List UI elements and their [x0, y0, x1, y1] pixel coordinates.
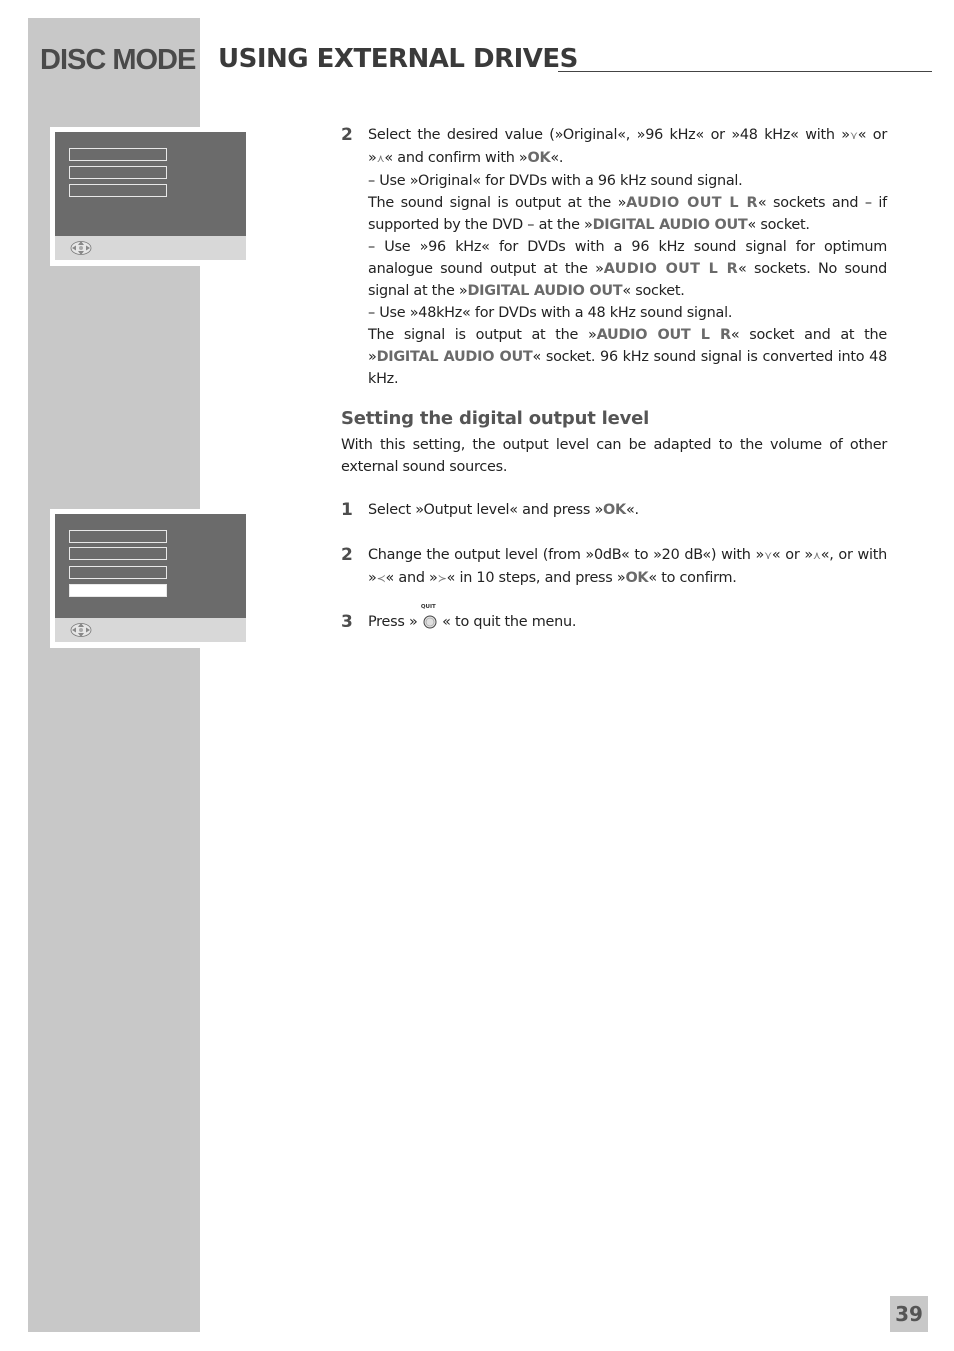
osd-menu-row-selected [69, 584, 167, 597]
text: « socket and at the » [368, 327, 887, 365]
option-original: – Use »Original« for DVDs with a 96 kHz sound signal. [368, 173, 743, 189]
text: The sound signal is output at the » [368, 195, 627, 211]
chapter-title: USING EXTERNAL DRIVES [218, 44, 578, 74]
left-arrow-icon: ≺ [376, 572, 386, 585]
socket-label: AUDIO OUT L R [626, 195, 758, 211]
osd-menu-illustration-1 [50, 127, 248, 266]
osd-status-bar [55, 618, 246, 642]
quit-button-icon [420, 604, 438, 629]
title-rule [558, 71, 932, 72]
text: « sockets and – if supported by the DVD – at the » [368, 195, 887, 233]
osd-screen [55, 132, 246, 236]
step-body [368, 604, 887, 633]
ok-key-label: OK [527, 150, 551, 166]
osd-menu-row [69, 566, 167, 579]
text: « or » [368, 127, 887, 166]
socket-label: DIGITAL AUDIO OUT [467, 283, 623, 299]
osd-menu-row [69, 547, 167, 560]
text: « or » [771, 547, 813, 563]
down-arrow-icon: ⋎ [849, 129, 858, 142]
text: «, or with » [368, 547, 887, 586]
option-48khz: – Use »48kHz« for DVDs with a 48 kHz sound signal. [368, 305, 733, 321]
text: «. [625, 502, 639, 518]
step-body [368, 124, 887, 390]
step-number: 2 [341, 125, 353, 145]
step-quit-menu [341, 604, 887, 633]
step-instruction [368, 124, 887, 170]
option-96khz [368, 236, 887, 302]
step-body [368, 544, 887, 590]
osd-menu-row [69, 148, 167, 161]
text: « socket. 96 kHz sound signal is converted into 48 kHz. [368, 349, 887, 387]
section-heading: Setting the digital output level [341, 408, 650, 429]
quit-key-label: QUIT [420, 604, 436, 610]
osd-menu-row [69, 530, 167, 543]
socket-label: AUDIO OUT L R [603, 261, 738, 277]
text: « socket. [747, 217, 810, 233]
step-number: 3 [341, 612, 353, 632]
text: Change the output level (from »0dB« to »20 dB«) with » [368, 547, 765, 563]
step-body [368, 499, 887, 521]
osd-status-bar [55, 236, 246, 260]
step-change-output-level [341, 544, 887, 590]
step-number: 1 [341, 500, 353, 520]
down-arrow-icon: ⋎ [764, 549, 772, 562]
quit-circle-icon [422, 613, 438, 629]
page-number: 39 [890, 1296, 928, 1332]
text: « and confirm with » [384, 150, 528, 166]
text: Press » [368, 614, 418, 630]
socket-label: AUDIO OUT L R [596, 327, 731, 343]
step-select-value [341, 124, 887, 390]
text: The signal is output at the » [368, 327, 597, 343]
ok-key-label: OK [603, 502, 626, 518]
right-arrow-icon: ≻ [437, 572, 447, 585]
option-48khz-detail [368, 324, 887, 390]
up-arrow-icon: ⋏ [376, 152, 385, 165]
socket-label: DIGITAL AUDIO OUT [376, 349, 533, 365]
text: Select the desired value (»Original«, »96 kHz« or »48 kHz« with » [368, 127, 850, 143]
section-title: DISC MODE [40, 44, 196, 76]
text: « and » [385, 570, 438, 586]
socket-label: DIGITAL AUDIO OUT [592, 217, 748, 233]
step-select-output-level [341, 499, 887, 521]
text: Select »Output level« and press » [368, 502, 604, 518]
text: « to quit the menu. [442, 614, 577, 630]
osd-menu-row [69, 184, 167, 197]
navigation-cross-icon [70, 240, 92, 256]
text: « in 10 steps, and press » [446, 570, 626, 586]
osd-screen [55, 514, 246, 618]
section-intro: With this setting, the output level can be adapted to the volume of other external sound sources. [341, 437, 887, 475]
ok-key-label: OK [625, 570, 649, 586]
text: « sockets. No sound signal at the » [368, 261, 887, 299]
text: « socket. [622, 283, 685, 299]
osd-menu-row [69, 166, 167, 179]
step-number: 2 [341, 545, 353, 565]
text: – Use »96 kHz« for DVDs with a 96 kHz sound signal for optimum analogue sound output at the » [368, 239, 887, 277]
option-original-detail [368, 192, 887, 236]
up-arrow-icon: ⋏ [812, 549, 821, 562]
osd-menu-illustration-2 [50, 509, 248, 648]
text: « to confirm. [648, 570, 737, 586]
text: «. [550, 150, 564, 166]
navigation-cross-icon [70, 622, 92, 638]
